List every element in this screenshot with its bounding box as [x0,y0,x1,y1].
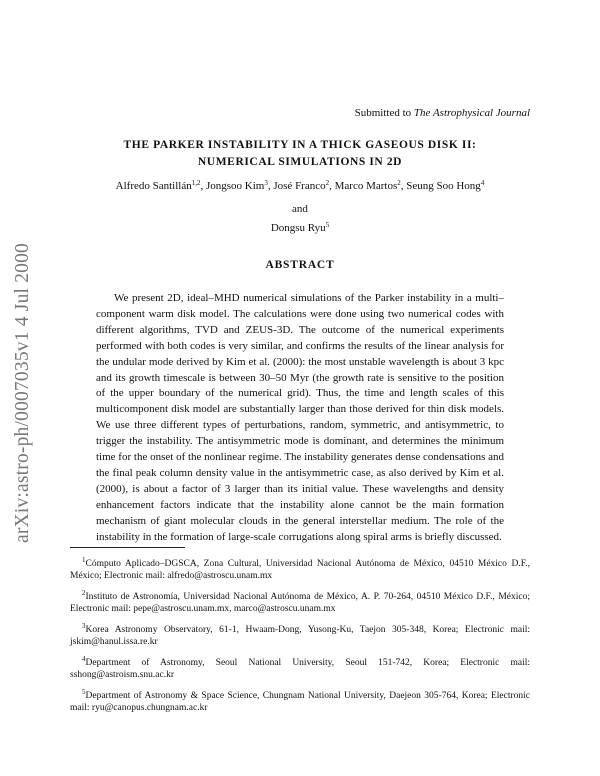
footnote-rule [70,547,185,548]
author-separator: , [200,180,206,192]
author-name: Jongsoo Kim [206,180,265,192]
author [206,180,273,192]
author-separator: , [400,180,407,192]
submission-prefix: Submitted to [354,107,414,119]
footnote [70,624,530,648]
footnote [70,657,530,681]
paper-title [70,137,530,171]
author-affiliation: 3 [264,179,268,187]
footnote [70,591,530,615]
last-author [70,222,530,234]
footnote-mark: 3 [82,622,86,630]
journal-name: The Astrophysical Journal [413,107,530,119]
footnote-text: Cómputo Aplicado–DGSCA, Zona Cultural, Universidad Nacional Autónoma de México, 04510 México D.F., México; Electronic mail: alfredo@astroscu.unam.mx [70,559,530,581]
footnote-text: Instituto de Astronomía, Universidad Nacional Autónoma de México, A. P. 70-264, 04510 México D.F., México; Electronic mail: pepe@astroscu.unam.mx, marco@astroscu.unam.mx [70,592,530,614]
footnote-mark: 2 [82,589,86,597]
author-name: José Franco [273,180,326,192]
arxiv-identifier: arXiv:astro-ph/0007035v1 4 Jul 2000 [12,242,34,544]
footnote-text: Korea Astronomy Observatory, 61-1, Hwaam-Dong, Yusong-Ku, Taejon 305-348, Korea; Electronic mail: jskim@hanul.issa.re.kr [70,625,530,647]
author [406,180,484,192]
footnote [70,558,530,582]
author-affiliation: 1,2 [191,179,201,187]
footnote-mark: 4 [82,655,86,663]
author-name: Alfredo Santillán [115,180,192,192]
author-name: Dongsu Ryu [270,222,326,234]
author-name: Marco Martos [334,180,398,192]
footnote-text: Department of Astronomy, Seoul National University, Seoul 151-742, Korea; Electronic mail: sshong@astroism.snu.ac.kr [70,658,530,680]
title-line-2: NUMERICAL SIMULATIONS IN 2D [197,156,403,168]
submission-note [355,107,530,119]
title-line-1: THE PARKER INSTABILITY IN A THICK GASEOUS DISK II: [123,139,477,151]
abstract-body: We present 2D, ideal–MHD numerical simulations of the Parker instability in a multi–component warm disk model. The calculations were done using two numerical codes with different algorithms, TVD and ZEUS-3D. The outcome of the numerical experiments performed with both codes is very similar, and confirms the results of the linear analysis for the undular mode derived by Kim et al. (2000): the most unstable wavelength is about 3 kpc and its growth timescale is between 30–50 Myr (the growth rate is sensitive to the position of the upper boundary of the numerical grid). Thus, the time and length scales of this multicomponent disk model are substantially larger than those derived for thin disk models. We use three different types of perturbations, random, symmetric, and antisymmetric, to trigger the instability. The antisymmetric mode is dominant, and determines the minimum time for the onset of the nonlinear regime. The instability generates dense condensations and the final peak column density value in the antisymmetric case, as also derived by Kim et al. (2000), is about a factor of 3 larger than its initial value. These wavelengths and density enhancement factors indicate that the instability alone cannot be the main formation mechanism of giant molecular clouds in the general interstellar medium. The role of the instability in the formation of large-scale corrugations along spiral arms is briefly discussed. [96,292,504,543]
author-affiliation: 5 [325,221,330,229]
author-affiliation: 2 [397,179,401,187]
abstract-heading: ABSTRACT [265,259,335,271]
arxiv-sidebar [10,208,36,578]
author-separator: , [267,180,274,192]
author [335,180,407,192]
footnote-mark: 1 [82,556,86,564]
footnote-mark: 5 [82,688,86,696]
author-list [60,180,540,192]
author [273,180,334,192]
author-name: Seung Soo Hong [406,180,481,192]
author-affiliation: 2 [325,179,330,187]
author [116,180,206,192]
footnotes [70,558,530,723]
and-connector: and [292,203,308,215]
footnote [70,690,530,714]
footnote-text: Department of Astronomy & Space Science, Chungnam National University, Daejeon 305-764, Korea; Electronic mail: ryu@canopus.chungnam.ac.kr [70,691,530,713]
author-separator: , [329,180,335,192]
author-affiliation: 4 [480,179,485,187]
